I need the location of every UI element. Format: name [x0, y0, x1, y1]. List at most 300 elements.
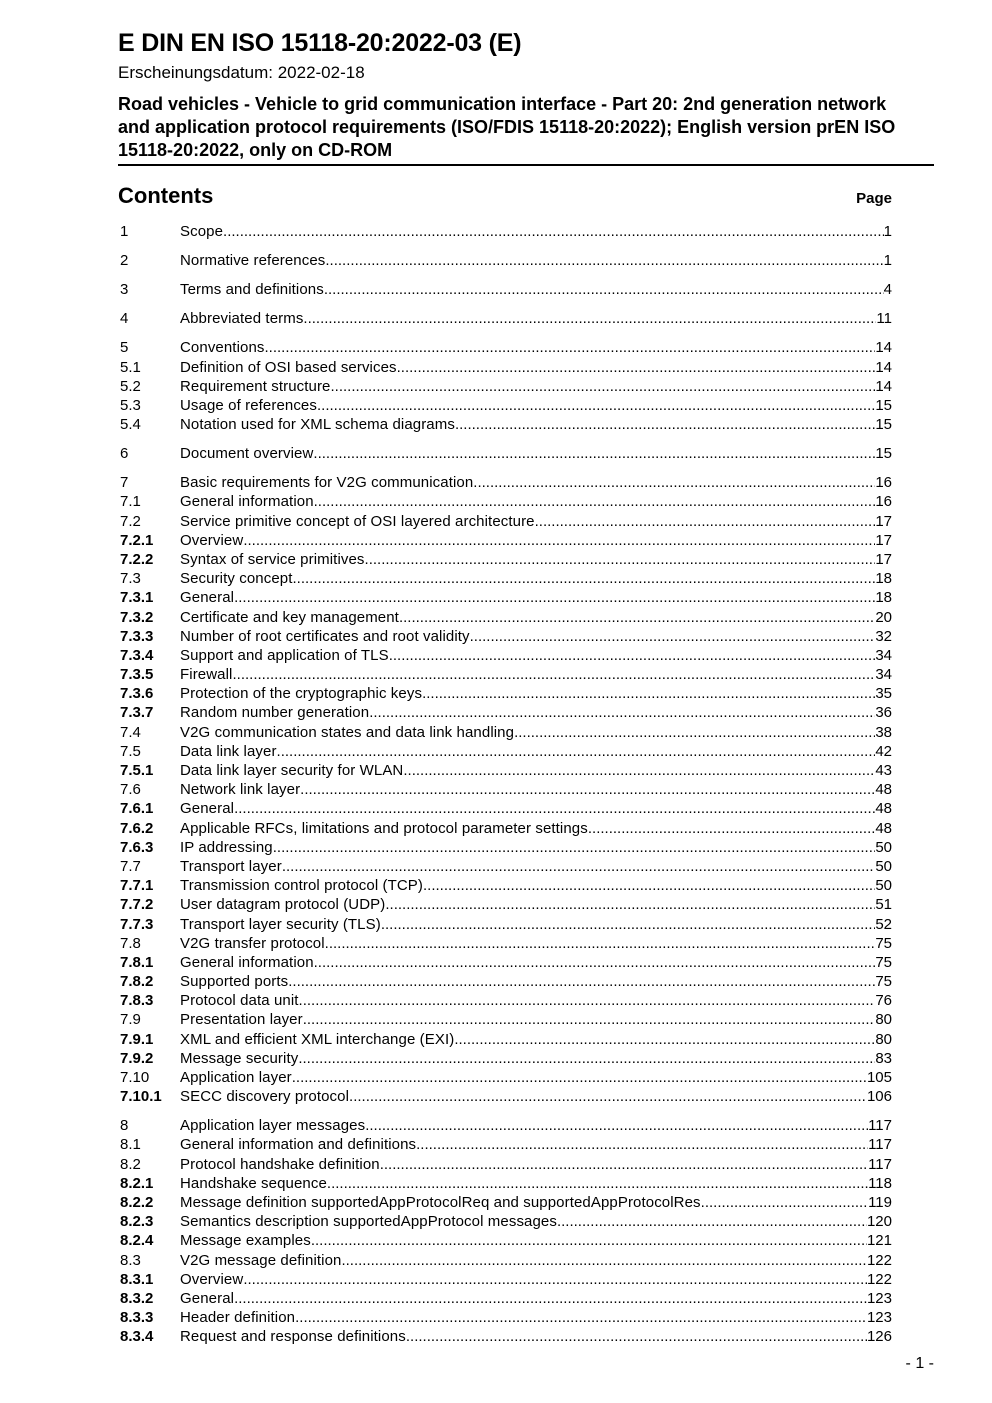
toc-section-title: Document overview [180, 445, 314, 463]
toc-dot-leader [331, 377, 876, 396]
toc-section-number: 7.6.2 [120, 819, 154, 837]
toc-entry [180, 415, 892, 434]
toc-entry [180, 1116, 892, 1135]
toc-entry [180, 1193, 892, 1212]
toc-section-title: Data link layer [180, 742, 277, 760]
toc-page-number: 1 [883, 252, 892, 270]
toc-section-number: 8.2.1 [120, 1174, 154, 1192]
toc-row [118, 761, 892, 780]
toc-section-title: Conventions [180, 339, 265, 357]
toc-section-number: 8.2.3 [120, 1213, 154, 1231]
toc-entry [180, 895, 892, 914]
toc-page-number: 126 [866, 1328, 892, 1346]
toc-row [118, 1068, 892, 1087]
toc-row [118, 838, 892, 857]
toc-dot-leader [313, 444, 875, 463]
toc-page-number: 106 [866, 1088, 892, 1106]
toc-dot-leader [422, 684, 875, 703]
toc-entry [180, 1289, 892, 1308]
toc-page-number: 15 [875, 416, 892, 434]
toc-row [118, 991, 892, 1010]
toc-row [118, 780, 892, 799]
toc-page-number: 4 [883, 281, 892, 299]
toc-row [118, 1327, 892, 1346]
toc-section-title: General information and definitions [180, 1136, 417, 1154]
toc-dot-leader [303, 1010, 876, 1029]
toc-dot-leader [380, 1155, 868, 1174]
toc-section-number: 8.3.2 [120, 1289, 154, 1307]
toc-page-number: 50 [875, 838, 892, 856]
toc-section-title: General [180, 589, 235, 607]
toc-page-number: 34 [875, 646, 892, 664]
toc-section-number: 7.6.1 [120, 800, 154, 818]
toc-section-title: Syntax of service primitives [180, 550, 365, 568]
toc-page-number: 122 [866, 1251, 892, 1269]
toc-row [118, 569, 892, 588]
toc-row [118, 444, 892, 463]
toc-entry [180, 684, 892, 703]
toc-row [118, 396, 892, 415]
page-column-label: Page [856, 190, 892, 207]
toc-page-number: 76 [875, 992, 892, 1010]
toc-page-number: 123 [866, 1289, 892, 1307]
toc-section-title: V2G transfer protocol [180, 934, 325, 952]
toc-entry [180, 550, 892, 569]
toc-dot-leader [311, 1231, 867, 1250]
toc-section-number: 7.5 [120, 742, 141, 760]
toc-page-number: 122 [866, 1270, 892, 1288]
toc-section-title: Notation used for XML schema diagrams [180, 416, 455, 434]
toc-row [118, 309, 892, 328]
toc-entry [180, 646, 892, 665]
toc-section-number: 7.3.7 [120, 704, 154, 722]
toc-entry [180, 1270, 892, 1289]
toc-entry [180, 1251, 892, 1270]
toc-section-number: 7.7 [120, 857, 141, 875]
toc-dot-leader [535, 512, 876, 531]
toc-entry [180, 838, 892, 857]
toc-row [118, 251, 892, 270]
toc-entry [180, 761, 892, 780]
toc-section-title: General [180, 1289, 235, 1307]
toc-row [118, 742, 892, 761]
toc-section-number: 7.3.5 [120, 666, 154, 684]
table-of-contents [118, 222, 892, 1347]
toc-section-number: 8.3.1 [120, 1270, 154, 1288]
toc-page-number: 36 [875, 704, 892, 722]
toc-dot-leader [397, 358, 876, 377]
toc-entry [180, 703, 892, 722]
toc-row [118, 1270, 892, 1289]
toc-row [118, 280, 892, 299]
toc-dot-leader [232, 665, 875, 684]
toc-dot-leader [300, 780, 875, 799]
toc-section-title: User datagram protocol (UDP) [180, 896, 386, 914]
toc-row [118, 608, 892, 627]
toc-page-number: 119 [868, 1194, 892, 1212]
toc-dot-leader [470, 627, 876, 646]
toc-page-number: 80 [875, 1030, 892, 1048]
toc-section-title: Normative references [180, 252, 326, 270]
toc-entry [180, 222, 892, 241]
toc-section-title: Scope [180, 223, 224, 240]
toc-section-title: Protection of the cryptographic keys [180, 685, 423, 703]
toc-row [118, 1010, 892, 1029]
toc-section-number: 2 [120, 252, 129, 270]
toc-dot-leader [293, 569, 876, 588]
toc-row [118, 627, 892, 646]
toc-entry [180, 972, 892, 991]
toc-section-title: Service primitive concept of OSI layered architecture [180, 512, 535, 530]
toc-section-number: 8.2 [120, 1155, 141, 1173]
toc-dot-leader [369, 703, 875, 722]
toc-section-title: Applicable RFCs, limitations and protocol parameter settings [180, 819, 588, 837]
toc-row [118, 934, 892, 953]
toc-dot-leader [423, 876, 875, 895]
contents-title: Contents [118, 183, 214, 208]
toc-dot-leader [557, 1212, 867, 1231]
toc-dot-leader [399, 608, 875, 627]
toc-section-title: XML and efficient XML interchange (EXI) [180, 1030, 455, 1048]
toc-section-title: Abbreviated terms [180, 310, 304, 328]
toc-entry [180, 531, 892, 550]
toc-section-title: General information [180, 953, 314, 971]
toc-row [118, 972, 892, 991]
toc-page-number: 51 [875, 896, 892, 914]
toc-row [118, 1116, 892, 1135]
toc-section-number: 7.9.2 [120, 1049, 154, 1067]
toc-section-title: Overview [180, 1270, 244, 1288]
toc-dot-leader [341, 1251, 867, 1270]
toc-entry [180, 953, 892, 972]
toc-dot-leader [403, 761, 875, 780]
toc-row [118, 512, 892, 531]
toc-dot-leader [299, 991, 876, 1010]
toc-page-number: 48 [875, 781, 892, 799]
toc-page-number: 14 [875, 377, 892, 395]
toc-section-number: 8.2.4 [120, 1232, 154, 1250]
toc-row [118, 222, 892, 241]
toc-row [118, 531, 892, 550]
toc-row [118, 1193, 892, 1212]
toc-page-number: 50 [875, 857, 892, 875]
toc-row [118, 819, 892, 838]
toc-dot-leader [325, 934, 876, 953]
toc-section-number: 1 [120, 223, 129, 240]
toc-dot-leader [406, 1327, 867, 1346]
toc-section-number: 5.2 [120, 377, 141, 395]
toc-page-number: 20 [875, 608, 892, 626]
toc-page-number: 15 [875, 396, 892, 414]
toc-entry [180, 665, 892, 684]
toc-entry [180, 1068, 892, 1087]
toc-entry [180, 444, 892, 463]
toc-dot-leader [514, 723, 875, 742]
toc-section-title: Terms and definitions [180, 281, 324, 299]
toc-section-number: 7.2.1 [120, 531, 154, 549]
toc-section-number: 8.1 [120, 1136, 141, 1154]
toc-page-number: 43 [875, 762, 892, 780]
toc-entry [180, 512, 892, 531]
toc-entry [180, 799, 892, 818]
toc-row [118, 665, 892, 684]
toc-section-number: 7.9 [120, 1011, 141, 1029]
toc-dot-leader [243, 531, 875, 550]
toc-section-title: Transmission control protocol (TCP) [180, 877, 424, 895]
toc-dot-leader [324, 280, 884, 299]
toc-page-number: 17 [875, 550, 892, 568]
toc-page-number: 17 [875, 512, 892, 530]
toc-section-title: Semantics description supportedAppProtocol messages [180, 1213, 557, 1231]
toc-page-number: 14 [875, 358, 892, 376]
toc-entry [180, 492, 892, 511]
toc-section-title: General information [180, 493, 314, 511]
toc-dot-leader [365, 1116, 868, 1135]
toc-dot-leader [243, 1270, 867, 1289]
toc-entry [180, 1231, 892, 1250]
toc-row [118, 857, 892, 876]
toc-row [118, 338, 892, 357]
document-title: Road vehicles - Vehicle to grid communication interface - Part 20: 2nd generation network and application protocol requirements (ISO/FDIS 15118-20:2022); English version prEN ISO 15118-20:2022, only on CD-ROM [118, 94, 896, 160]
publication-date: Erscheinungsdatum: 2022-02-18 [118, 63, 365, 82]
toc-section-number: 7.7.3 [120, 915, 154, 933]
toc-section-title: Data link layer security for WLAN [180, 762, 404, 780]
toc-section-number: 7.3.2 [120, 608, 154, 626]
header-divider [118, 164, 934, 166]
toc-row [118, 1135, 892, 1154]
toc-section-title: Message examples [180, 1232, 311, 1250]
toc-entry [180, 1010, 892, 1029]
toc-row [118, 1030, 892, 1049]
toc-page-number: 32 [875, 627, 892, 645]
toc-section-number: 7.3.6 [120, 685, 154, 703]
toc-section-title: Usage of references [180, 396, 317, 414]
toc-entry [180, 627, 892, 646]
toc-section-number: 7.9.1 [120, 1030, 154, 1048]
toc-entry [180, 723, 892, 742]
toc-section-title: Overview [180, 531, 244, 549]
toc-section-number: 8.3.4 [120, 1328, 154, 1346]
toc-row [118, 1212, 892, 1231]
toc-dot-leader [314, 492, 876, 511]
toc-entry [180, 280, 892, 299]
toc-row [118, 1155, 892, 1174]
toc-section-number: 7.2 [120, 512, 141, 530]
toc-entry [180, 934, 892, 953]
toc-row [118, 915, 892, 934]
toc-entry [180, 876, 892, 895]
toc-dot-leader [273, 838, 876, 857]
toc-entry [180, 1135, 892, 1154]
toc-entry [180, 338, 892, 357]
toc-section-number: 5 [120, 339, 129, 357]
toc-entry [180, 780, 892, 799]
toc-row [118, 1087, 892, 1106]
toc-dot-leader [385, 895, 875, 914]
toc-page-number: 75 [875, 953, 892, 971]
toc-section-title: V2G message definition [180, 1251, 342, 1269]
toc-dot-leader [416, 1135, 868, 1154]
contents-heading [118, 183, 892, 211]
toc-page-number: 83 [875, 1049, 892, 1067]
toc-entry [180, 1327, 892, 1346]
toc-page-number: 18 [875, 570, 892, 588]
toc-section-number: 8.3.3 [120, 1309, 154, 1327]
toc-section-title: Security concept [180, 570, 293, 588]
toc-page-number: 35 [875, 685, 892, 703]
toc-section-number: 8.2.2 [120, 1194, 154, 1212]
toc-entry [180, 396, 892, 415]
toc-row [118, 492, 892, 511]
toc-section-title: SECC discovery protocol [180, 1088, 350, 1106]
toc-section-number: 7.8 [120, 934, 141, 952]
toc-dot-leader [288, 972, 875, 991]
toc-page-number: 50 [875, 877, 892, 895]
toc-section-number: 7.7.2 [120, 896, 154, 914]
toc-page-number: 17 [875, 531, 892, 549]
toc-section-number: 7.3.3 [120, 627, 154, 645]
toc-dot-leader [234, 588, 875, 607]
toc-page-number: 117 [868, 1117, 892, 1135]
toc-page-number: 105 [866, 1069, 892, 1087]
toc-section-title: Protocol handshake definition [180, 1155, 380, 1173]
toc-section-number: 7.6.3 [120, 838, 154, 856]
toc-row [118, 1049, 892, 1068]
toc-section-number: 7.8.2 [120, 973, 154, 991]
toc-dot-leader [292, 1068, 867, 1087]
toc-section-number: 7.7.1 [120, 877, 154, 895]
toc-dot-leader [701, 1193, 868, 1212]
toc-page-number: 1 [883, 223, 892, 240]
toc-entry [180, 569, 892, 588]
toc-row [118, 550, 892, 569]
toc-section-number: 5.4 [120, 416, 141, 434]
toc-dot-leader [473, 473, 875, 492]
toc-dot-leader [234, 799, 875, 818]
toc-section-number: 7.5.1 [120, 762, 154, 780]
toc-dot-leader [349, 1087, 867, 1106]
toc-entry [180, 1155, 892, 1174]
toc-dot-leader [381, 915, 875, 934]
toc-entry [180, 857, 892, 876]
toc-row [118, 953, 892, 972]
toc-section-title: Basic requirements for V2G communication [180, 474, 474, 492]
toc-section-number: 7.2.2 [120, 550, 154, 568]
toc-page-number: 120 [866, 1213, 892, 1231]
toc-page-number: 80 [875, 1011, 892, 1029]
toc-section-title: Application layer messages [180, 1117, 366, 1135]
toc-dot-leader [223, 222, 884, 241]
toc-dot-leader [389, 646, 876, 665]
toc-page-number: 42 [875, 742, 892, 760]
toc-page-number: 117 [868, 1136, 892, 1154]
toc-section-number: 6 [120, 445, 129, 463]
toc-row [118, 723, 892, 742]
toc-page-number: 75 [875, 934, 892, 952]
toc-page-number: 18 [875, 589, 892, 607]
toc-section-number: 7.8.3 [120, 992, 154, 1010]
toc-entry [180, 473, 892, 492]
toc-dot-leader [314, 953, 876, 972]
toc-section-number: 7.8.1 [120, 953, 154, 971]
toc-row [118, 1174, 892, 1193]
toc-entry [180, 1087, 892, 1106]
toc-row [118, 1289, 892, 1308]
toc-section-title: Handshake sequence [180, 1174, 327, 1192]
toc-page-number: 52 [875, 915, 892, 933]
toc-entry [180, 1030, 892, 1049]
toc-entry [180, 1308, 892, 1327]
toc-section-number: 8.3 [120, 1251, 141, 1269]
toc-section-title: General [180, 800, 235, 818]
toc-section-number: 5.3 [120, 396, 141, 414]
toc-row [118, 703, 892, 722]
toc-section-number: 7 [120, 474, 129, 492]
toc-section-title: Header definition [180, 1309, 296, 1327]
toc-page-number: 34 [875, 666, 892, 684]
toc-entry [180, 588, 892, 607]
toc-row [118, 377, 892, 396]
toc-section-title: Random number generation [180, 704, 370, 722]
toc-row [118, 415, 892, 434]
toc-entry [180, 1174, 892, 1193]
toc-section-title: Transport layer [180, 857, 282, 875]
toc-page-number: 38 [875, 723, 892, 741]
toc-section-title: Message security [180, 1049, 299, 1067]
toc-dot-leader [265, 338, 876, 357]
document-header [118, 28, 934, 162]
toc-entry [180, 819, 892, 838]
toc-section-title: IP addressing [180, 838, 273, 856]
toc-section-number: 7.10 [120, 1069, 150, 1087]
toc-section-title: V2G communication states and data link handling [180, 723, 515, 741]
toc-dot-leader [454, 1030, 875, 1049]
toc-row [118, 876, 892, 895]
toc-page-number: 16 [875, 474, 892, 492]
toc-page-number: 11 [876, 310, 892, 328]
toc-row [118, 684, 892, 703]
toc-section-title: Transport layer security (TLS) [180, 915, 381, 933]
toc-dot-leader [317, 396, 875, 415]
toc-section-number: 7.6 [120, 781, 141, 799]
toc-row [118, 473, 892, 492]
toc-row [118, 895, 892, 914]
toc-page-number: 118 [868, 1174, 892, 1192]
toc-section-title: Network link layer [180, 781, 301, 799]
toc-section-number: 4 [120, 310, 129, 328]
toc-section-number: 8 [120, 1117, 129, 1135]
toc-page-number: 75 [875, 973, 892, 991]
toc-row [118, 588, 892, 607]
toc-row [118, 1231, 892, 1250]
toc-section-number: 7.3.1 [120, 589, 154, 607]
toc-entry [180, 309, 892, 328]
toc-dot-leader [282, 857, 876, 876]
toc-section-number: 7.3.4 [120, 646, 154, 664]
toc-page-number: 16 [875, 493, 892, 511]
toc-section-title: Application layer [180, 1069, 292, 1087]
toc-dot-leader [303, 309, 876, 328]
toc-dot-leader [298, 1049, 875, 1068]
toc-entry [180, 915, 892, 934]
toc-dot-leader [234, 1289, 867, 1308]
toc-section-title: Definition of OSI based services [180, 358, 397, 376]
toc-page-number: 117 [868, 1155, 892, 1173]
toc-section-number: 7.1 [120, 493, 141, 511]
toc-page-number: 123 [866, 1309, 892, 1327]
toc-page-number: 48 [875, 819, 892, 837]
toc-page-number: 15 [875, 445, 892, 463]
